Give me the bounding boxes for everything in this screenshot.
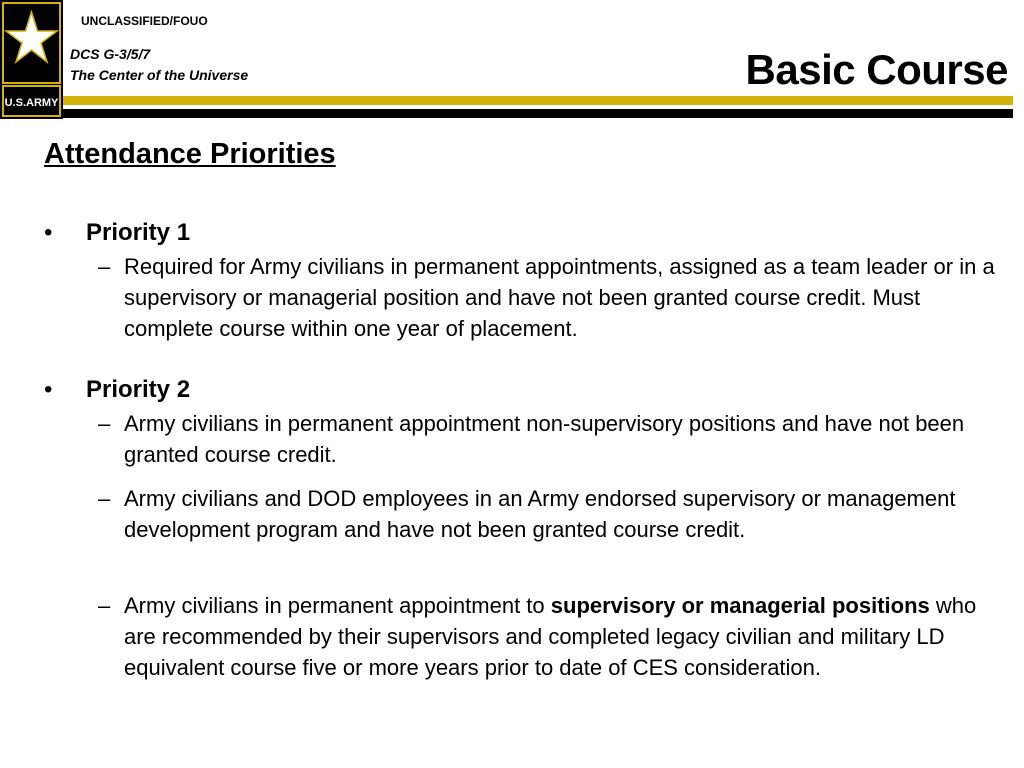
- bullet-icon: •: [44, 376, 53, 403]
- slide-title: Basic Course: [745, 46, 1008, 93]
- black-divider: [63, 109, 1013, 118]
- priority-2-item-1-text: Army civilians in permanent appointment non-supervisory positions and have not been granted course credit.: [124, 411, 965, 467]
- item-3-text-end: who are recommended by their supervisors and completed legacy civilian and military LD equivalent course five or more years prior to date of CES consideration.: [124, 593, 977, 680]
- priority-2-label: Priority 2: [86, 376, 191, 403]
- priority-2-item-1: [98, 408, 1008, 470]
- item-3-text-start: Army civilians in permanent appointment to: [124, 593, 551, 618]
- priority-2-item-2: [98, 483, 1008, 545]
- dash-icon: –: [98, 254, 111, 279]
- priority-1-heading: [44, 219, 190, 247]
- dash-icon: –: [98, 411, 111, 436]
- priority-2-item-2-text: Army civilians and DOD employees in an Army endorsed supervisory or management development program and have not been granted course credit.: [124, 486, 956, 542]
- priority-1-item-1-text: Required for Army civilians in permanent appointments, assigned as a team leader or in a supervisory or managerial position and have not been granted course credit. Must complete course within one year of placement.: [124, 254, 995, 341]
- item-3-text-bold: supervisory or managerial positions: [550, 593, 930, 618]
- priority-2-item-3-text: [98, 590, 1008, 683]
- priority-1-item-1: [98, 251, 1008, 344]
- organization-block: [70, 44, 248, 86]
- priority-2-item-3: [98, 590, 1008, 683]
- classification-label: UNCLASSIFIED/FOUO: [81, 14, 208, 28]
- section-heading: Attendance Priorities: [44, 138, 336, 170]
- bullet-icon: •: [44, 219, 53, 246]
- dash-icon: –: [98, 593, 111, 618]
- logo-text: U.S.ARMY: [4, 97, 59, 109]
- priority-1-label: Priority 1: [86, 219, 191, 246]
- us-army-logo: [0, 0, 63, 119]
- dash-icon: –: [98, 486, 111, 511]
- priority-2-heading: [44, 376, 190, 404]
- org-line-2: The Center of the Universe: [70, 67, 249, 83]
- gold-divider: [63, 96, 1013, 105]
- org-line-1: DCS G-3/5/7: [70, 46, 151, 62]
